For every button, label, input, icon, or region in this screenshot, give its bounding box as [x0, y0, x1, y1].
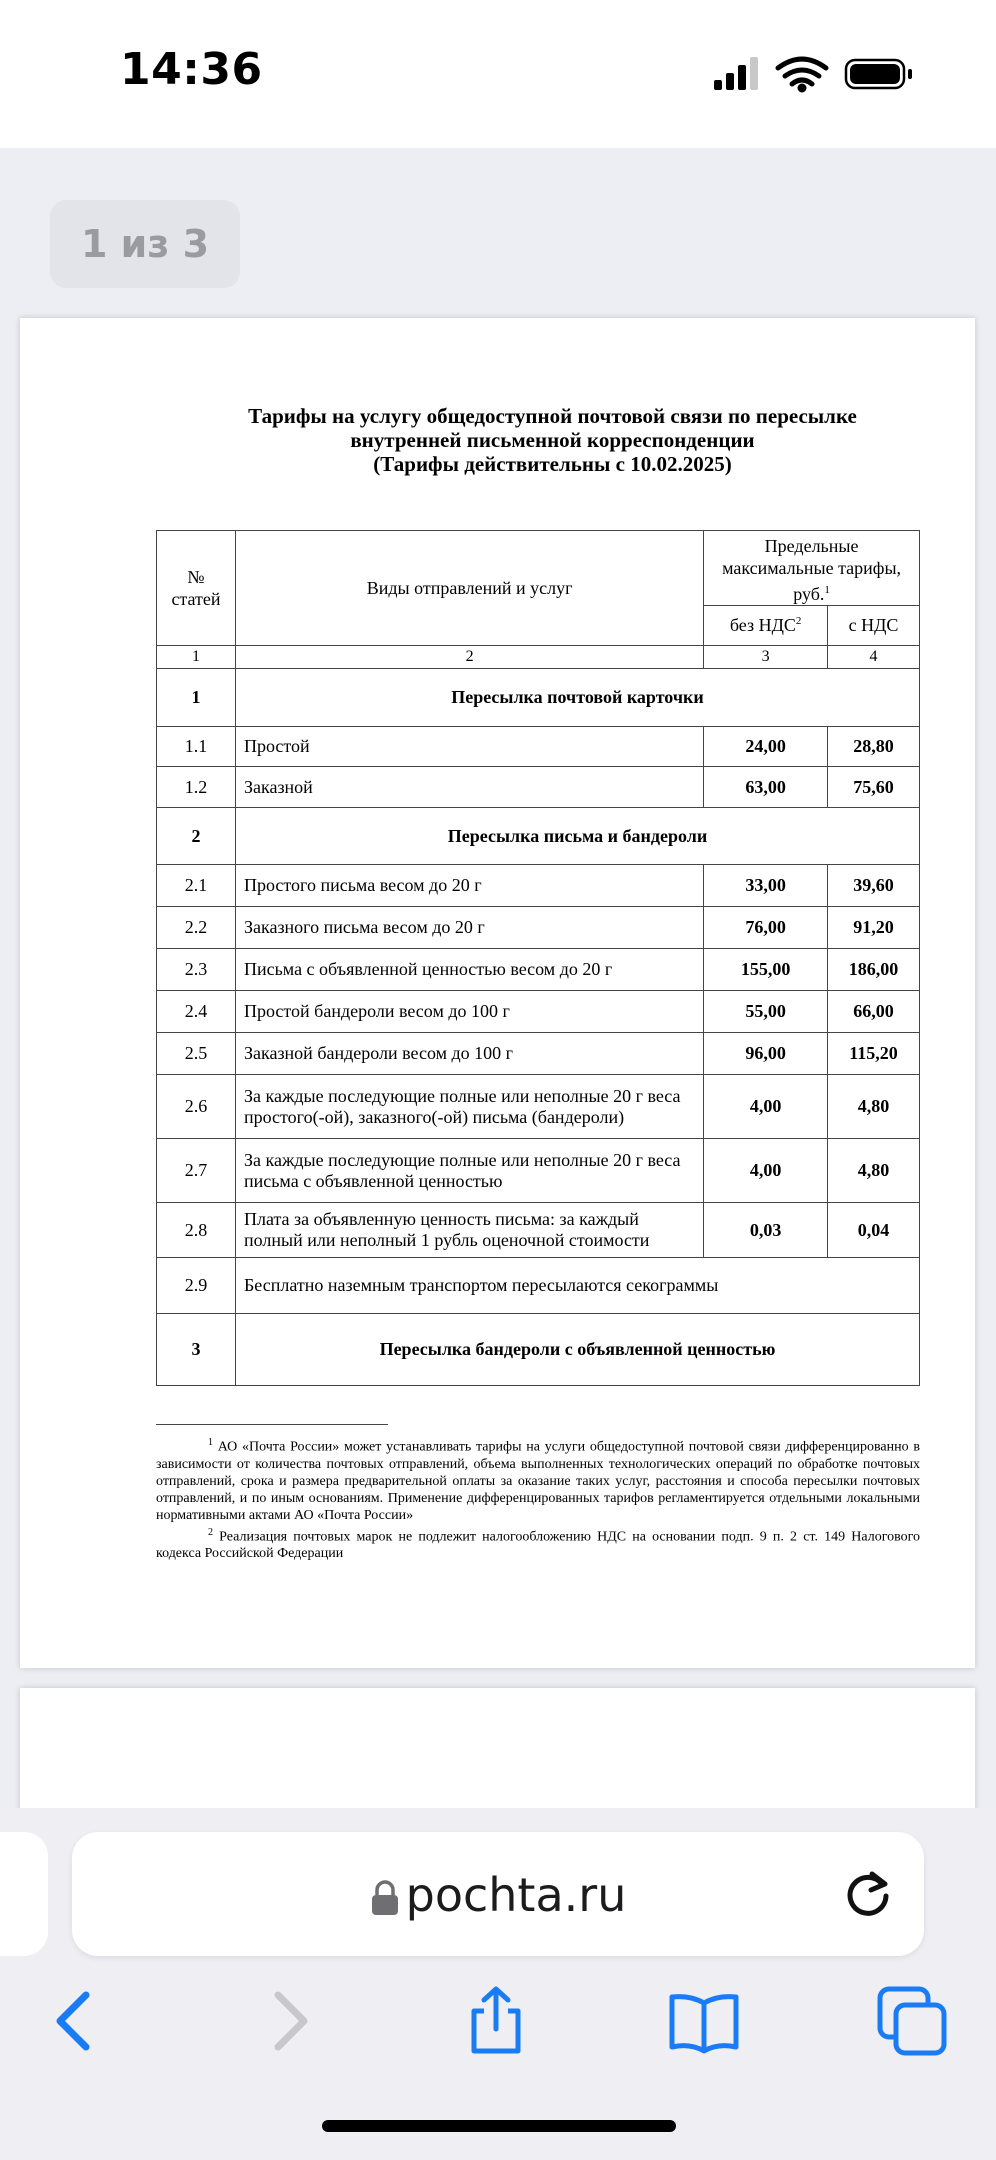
table-row: 2.5 Заказной бандероли весом до 100 г 96,00 115,20 [157, 1033, 920, 1075]
forward-chevron-icon[interactable] [254, 1985, 326, 2057]
address-bar[interactable] [72, 1832, 924, 1956]
browser-url-area [0, 1808, 996, 2160]
table-header-row [157, 531, 920, 606]
table-row: 2.4 Простой бандероли весом до 100 г 55,00 66,00 [157, 991, 920, 1033]
table-row: 1.1 Простой 24,00 28,80 [157, 727, 920, 767]
table-row: 1.2 Заказной 63,00 75,60 [157, 767, 920, 808]
tariff-table [156, 530, 920, 1386]
pdf-viewer[interactable] [0, 148, 996, 1808]
back-chevron-icon[interactable] [38, 1985, 110, 2057]
battery-icon [846, 60, 912, 88]
status-icons [712, 56, 922, 92]
table-row: 2.8 Плата за объявленную ценность письма: за каждый полный или неполный 1 рубль оценочной стоимости 0,03 0,04 [157, 1203, 920, 1258]
table-row: 2.9 Бесплатно наземным транспортом пересылаются секограммы [157, 1258, 920, 1314]
tabs-icon[interactable] [876, 1985, 948, 2057]
header-no-vat: без НДС$^2$ [704, 606, 828, 646]
cellular-signal-icon [714, 57, 758, 90]
header-col-type: Виды отправлений и услуг [235, 531, 703, 646]
table-row: 2.7 За каждые последующие полные или неполные 20 г веса письма с объявленной ценностью 4,00 4,80 [157, 1139, 920, 1203]
header-col-number: № статей [157, 531, 236, 646]
header-col-price: Предельные максимальные тарифы, руб.$^1$ [704, 531, 920, 606]
footnotes [156, 1434, 920, 1562]
footnote-divider [156, 1424, 388, 1425]
home-indicator [322, 2120, 676, 2132]
table-row: 2.6 За каждые последующие полные или неполные 20 г веса простого(-ой), заказного(-ой) письма (бандероли) 4,00 4,80 [157, 1075, 920, 1139]
pdf-page-1 [20, 318, 975, 1668]
status-bar [0, 0, 996, 148]
footnote-1: $^1$ АО «Почта России» может устанавливать тарифы на услуги общедоступной почтовой связи дифференцированно в зависимости от количества почтовых отправлений, объема выполненных технологических операций по обработке почтовых отправлений, срока и размера предварительной оплаты за оказание таких услуг, расстояния и способа пересылки почтовых отправлений, и по иным основаниям. Применение дифференцированных тарифов регламентируется отдельными локальными нормативными актами АО «Почта России» [156, 1437, 921, 1523]
footnote-2: $^2$ Реализация почтовых марок не подлежит налогообложению НДС на основании подп. 9 п. 2 ст. 149 Налогового кодекса Российской Федерации [156, 1526, 921, 1562]
table-section-row: 3 Пересылка бандероли с объявленной ценностью [157, 1314, 920, 1386]
page-counter: 1 из 3 [50, 200, 240, 288]
table-section-row: 1 Пересылка почтовой карточки [157, 669, 920, 727]
previous-tab-preview[interactable] [0, 1832, 48, 1956]
bookmarks-icon[interactable] [668, 1985, 740, 2057]
document-title: Тарифы на услугу общедоступной почтовой связи по пересылке внутренней письменной корреспонденции (Тарифы действительны с 10.02.2025) [248, 404, 857, 476]
header-vat: с НДС [828, 606, 920, 646]
table-row: 2.1 Простого письма весом до 20 г 33,00 39,60 [157, 865, 920, 907]
wifi-icon [778, 59, 826, 90]
table-section-row: 2 Пересылка письма и бандероли [157, 808, 920, 865]
table-row: 2.3 Письма с объявленной ценностью весом до 20 г 155,00 186,00 [157, 949, 920, 991]
share-icon[interactable] [460, 1985, 532, 2057]
table-row: 2.2 Заказного письма весом до 20 г 76,00 91,20 [157, 907, 920, 949]
reload-icon[interactable] [840, 1866, 896, 1922]
table-column-numbers: 1 2 3 4 [157, 646, 920, 669]
status-time: 14:36 [120, 44, 263, 95]
url-domain: pochta.ru [405, 1868, 627, 1922]
